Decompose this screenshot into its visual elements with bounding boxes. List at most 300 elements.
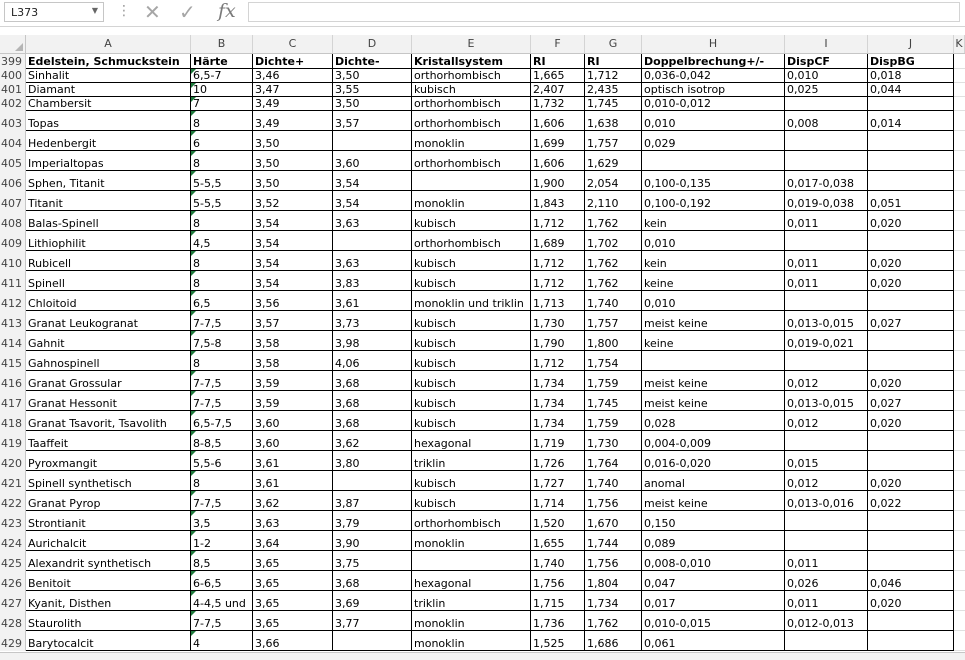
cell-a[interactable]: [26, 291, 191, 311]
cell-a[interactable]: [26, 83, 191, 97]
cell-j[interactable]: [868, 251, 954, 271]
cell-g[interactable]: [585, 171, 642, 191]
cell-i[interactable]: [785, 371, 868, 391]
cell-a[interactable]: [26, 231, 191, 251]
cell-h[interactable]: [642, 83, 785, 97]
cell-d[interactable]: [333, 431, 412, 451]
cell-h[interactable]: [642, 371, 785, 391]
cell-g[interactable]: [585, 191, 642, 211]
cell-e[interactable]: [412, 83, 531, 97]
cell-e[interactable]: [412, 231, 531, 251]
cell-e[interactable]: [412, 111, 531, 131]
cell-g[interactable]: [585, 611, 642, 631]
cell-d[interactable]: [333, 471, 412, 491]
cell-e[interactable]: [412, 191, 531, 211]
cell-k[interactable]: [954, 191, 965, 211]
row-header[interactable]: [0, 251, 26, 271]
cell-e[interactable]: [412, 331, 531, 351]
cell-j[interactable]: [868, 111, 954, 131]
cell-k[interactable]: [954, 591, 965, 611]
cell-g[interactable]: [585, 291, 642, 311]
insert-function-icon[interactable]: fx: [218, 0, 236, 22]
row-header[interactable]: [0, 451, 26, 471]
cell-g[interactable]: [585, 471, 642, 491]
cell-g[interactable]: [585, 151, 642, 171]
row-header[interactable]: [0, 571, 26, 591]
cell-e[interactable]: [412, 511, 531, 531]
cell-k[interactable]: [954, 311, 965, 331]
cell-h[interactable]: [642, 191, 785, 211]
cell-g[interactable]: [585, 591, 642, 611]
cell-a[interactable]: [26, 151, 191, 171]
cell-h[interactable]: [642, 311, 785, 331]
cell-b[interactable]: [191, 191, 253, 211]
cell-e[interactable]: [412, 351, 531, 371]
cell-d[interactable]: [333, 251, 412, 271]
cell-a[interactable]: [26, 391, 191, 411]
cell-h[interactable]: [642, 411, 785, 431]
cell-k[interactable]: [954, 231, 965, 251]
cell-a[interactable]: [26, 171, 191, 191]
cell-d[interactable]: [333, 311, 412, 331]
cell-j[interactable]: [868, 83, 954, 97]
cell-i[interactable]: [785, 291, 868, 311]
cell-k[interactable]: [954, 54, 965, 69]
row-header[interactable]: [0, 69, 26, 83]
cell-g[interactable]: [585, 511, 642, 531]
cell-i[interactable]: [785, 571, 868, 591]
cell-j[interactable]: [868, 451, 954, 471]
cell-g[interactable]: [585, 431, 642, 451]
cell-e[interactable]: [412, 371, 531, 391]
cell-d[interactable]: [333, 111, 412, 131]
cell-h[interactable]: [642, 111, 785, 131]
cell-i[interactable]: [785, 191, 868, 211]
cell-h[interactable]: [642, 171, 785, 191]
cell-c[interactable]: [253, 471, 333, 491]
cell-g[interactable]: [585, 131, 642, 151]
cell-j[interactable]: [868, 231, 954, 251]
cell-e[interactable]: [412, 431, 531, 451]
cell-a[interactable]: [26, 331, 191, 351]
cell-a[interactable]: [26, 371, 191, 391]
cell-f[interactable]: [531, 331, 585, 351]
row-header[interactable]: [0, 54, 26, 69]
cell-a[interactable]: [26, 491, 191, 511]
cell-a[interactable]: [26, 69, 191, 83]
cell-f[interactable]: [531, 411, 585, 431]
cell-k[interactable]: [954, 251, 965, 271]
cell-e[interactable]: [412, 291, 531, 311]
cell-h[interactable]: [642, 431, 785, 451]
cell-e[interactable]: [412, 271, 531, 291]
cell-i[interactable]: [785, 511, 868, 531]
cell-f[interactable]: [531, 371, 585, 391]
cell-g[interactable]: [585, 231, 642, 251]
column-header-j[interactable]: J: [868, 35, 954, 53]
cell-g[interactable]: [585, 531, 642, 551]
cell-i[interactable]: [785, 131, 868, 151]
cell-h[interactable]: [642, 491, 785, 511]
chevron-down-icon[interactable]: ▼: [91, 6, 98, 15]
cell-j[interactable]: [868, 431, 954, 451]
cell-h[interactable]: [642, 611, 785, 631]
cell-j[interactable]: [868, 54, 954, 69]
cell-b[interactable]: [191, 551, 253, 571]
cell-j[interactable]: [868, 131, 954, 151]
cell-d[interactable]: [333, 54, 412, 69]
cell-d[interactable]: [333, 451, 412, 471]
row-header[interactable]: [0, 271, 26, 291]
cell-b[interactable]: [191, 131, 253, 151]
row-header[interactable]: [0, 83, 26, 97]
cell-f[interactable]: [531, 631, 585, 651]
cell-b[interactable]: [191, 311, 253, 331]
cell-b[interactable]: [191, 151, 253, 171]
cell-f[interactable]: [531, 351, 585, 371]
cell-c[interactable]: [253, 391, 333, 411]
row-header[interactable]: [0, 471, 26, 491]
cell-d[interactable]: [333, 371, 412, 391]
cell-g[interactable]: [585, 311, 642, 331]
cell-i[interactable]: [785, 311, 868, 331]
row-header[interactable]: [0, 491, 26, 511]
cell-i[interactable]: [785, 271, 868, 291]
row-header[interactable]: [0, 391, 26, 411]
cell-b[interactable]: [191, 511, 253, 531]
cell-f[interactable]: [531, 151, 585, 171]
cell-d[interactable]: [333, 331, 412, 351]
cell-g[interactable]: [585, 411, 642, 431]
column-header-k[interactable]: K: [954, 35, 965, 53]
column-header-c[interactable]: C: [253, 35, 333, 53]
row-header[interactable]: [0, 411, 26, 431]
cell-d[interactable]: [333, 591, 412, 611]
cell-d[interactable]: [333, 411, 412, 431]
column-header-h[interactable]: H: [642, 35, 785, 53]
cell-k[interactable]: [954, 271, 965, 291]
cell-j[interactable]: [868, 97, 954, 111]
cell-h[interactable]: [642, 211, 785, 231]
cell-h[interactable]: [642, 271, 785, 291]
column-header-f[interactable]: F: [531, 35, 585, 53]
cell-b[interactable]: [191, 291, 253, 311]
cell-k[interactable]: [954, 611, 965, 631]
cell-b[interactable]: [191, 471, 253, 491]
cell-g[interactable]: [585, 351, 642, 371]
cell-f[interactable]: [531, 571, 585, 591]
cell-k[interactable]: [954, 571, 965, 591]
cell-i[interactable]: [785, 97, 868, 111]
row-header[interactable]: [0, 211, 26, 231]
cell-b[interactable]: [191, 531, 253, 551]
row-header[interactable]: [0, 591, 26, 611]
cell-f[interactable]: [531, 97, 585, 111]
cell-k[interactable]: [954, 411, 965, 431]
cell-j[interactable]: [868, 371, 954, 391]
row-header[interactable]: [0, 97, 26, 111]
cell-d[interactable]: [333, 351, 412, 371]
cell-i[interactable]: [785, 531, 868, 551]
cell-d[interactable]: [333, 211, 412, 231]
cell-k[interactable]: [954, 69, 965, 83]
cell-j[interactable]: [868, 571, 954, 591]
cell-c[interactable]: [253, 291, 333, 311]
cell-g[interactable]: [585, 391, 642, 411]
cell-b[interactable]: [191, 391, 253, 411]
cell-f[interactable]: [531, 491, 585, 511]
cell-b[interactable]: [191, 211, 253, 231]
cell-i[interactable]: [785, 83, 868, 97]
cell-c[interactable]: [253, 97, 333, 111]
cell-i[interactable]: [785, 431, 868, 451]
cell-c[interactable]: [253, 571, 333, 591]
cell-h[interactable]: [642, 331, 785, 351]
cell-g[interactable]: [585, 571, 642, 591]
cell-d[interactable]: [333, 571, 412, 591]
cell-h[interactable]: [642, 231, 785, 251]
cell-d[interactable]: [333, 611, 412, 631]
row-header[interactable]: [0, 331, 26, 351]
cell-i[interactable]: [785, 351, 868, 371]
cell-i[interactable]: [785, 491, 868, 511]
cell-f[interactable]: [531, 69, 585, 83]
cell-h[interactable]: [642, 471, 785, 491]
cell-c[interactable]: [253, 211, 333, 231]
cell-e[interactable]: [412, 69, 531, 83]
cell-d[interactable]: [333, 131, 412, 151]
cell-k[interactable]: [954, 471, 965, 491]
cell-h[interactable]: [642, 251, 785, 271]
cell-a[interactable]: [26, 631, 191, 651]
row-header[interactable]: [0, 151, 26, 171]
cell-i[interactable]: [785, 551, 868, 571]
cell-e[interactable]: [412, 411, 531, 431]
cell-c[interactable]: [253, 411, 333, 431]
cell-k[interactable]: [954, 111, 965, 131]
cell-g[interactable]: [585, 371, 642, 391]
row-header[interactable]: [0, 611, 26, 631]
cell-a[interactable]: [26, 411, 191, 431]
cell-i[interactable]: [785, 211, 868, 231]
row-header[interactable]: [0, 131, 26, 151]
cell-b[interactable]: [191, 591, 253, 611]
cell-i[interactable]: [785, 631, 868, 651]
cell-e[interactable]: [412, 97, 531, 111]
cell-c[interactable]: [253, 351, 333, 371]
cell-a[interactable]: [26, 271, 191, 291]
cell-c[interactable]: [253, 631, 333, 651]
cell-a[interactable]: [26, 131, 191, 151]
cell-c[interactable]: [253, 231, 333, 251]
column-header-d[interactable]: D: [333, 35, 412, 53]
column-header-b[interactable]: B: [191, 35, 253, 53]
cell-e[interactable]: [412, 311, 531, 331]
cell-i[interactable]: [785, 611, 868, 631]
cell-b[interactable]: [191, 611, 253, 631]
cell-g[interactable]: [585, 631, 642, 651]
cell-g[interactable]: [585, 83, 642, 97]
cell-a[interactable]: [26, 451, 191, 471]
cell-j[interactable]: [868, 611, 954, 631]
cell-k[interactable]: [954, 491, 965, 511]
cell-j[interactable]: [868, 291, 954, 311]
cell-h[interactable]: [642, 291, 785, 311]
cell-b[interactable]: [191, 351, 253, 371]
cell-j[interactable]: [868, 591, 954, 611]
cell-k[interactable]: [954, 351, 965, 371]
cell-k[interactable]: [954, 391, 965, 411]
cell-f[interactable]: [531, 311, 585, 331]
cell-a[interactable]: [26, 431, 191, 451]
cell-j[interactable]: [868, 551, 954, 571]
cell-g[interactable]: [585, 551, 642, 571]
cell-k[interactable]: [954, 331, 965, 351]
cell-d[interactable]: [333, 531, 412, 551]
cell-c[interactable]: [253, 54, 333, 69]
cell-b[interactable]: [191, 69, 253, 83]
cell-i[interactable]: [785, 69, 868, 83]
cell-e[interactable]: [412, 451, 531, 471]
cell-d[interactable]: [333, 491, 412, 511]
row-header[interactable]: [0, 231, 26, 251]
cell-j[interactable]: [868, 531, 954, 551]
cell-b[interactable]: [191, 54, 253, 69]
cancel-icon[interactable]: ✕: [144, 0, 161, 24]
cell-b[interactable]: [191, 83, 253, 97]
cell-i[interactable]: [785, 251, 868, 271]
cell-k[interactable]: [954, 631, 965, 651]
row-header[interactable]: [0, 171, 26, 191]
cell-d[interactable]: [333, 291, 412, 311]
cell-f[interactable]: [531, 291, 585, 311]
cell-j[interactable]: [868, 211, 954, 231]
row-header[interactable]: [0, 351, 26, 371]
cell-h[interactable]: [642, 511, 785, 531]
cell-b[interactable]: [191, 371, 253, 391]
checkmark-icon[interactable]: ✓: [179, 0, 196, 24]
cell-k[interactable]: [954, 431, 965, 451]
cell-i[interactable]: [785, 451, 868, 471]
cell-g[interactable]: [585, 211, 642, 231]
row-header[interactable]: [0, 191, 26, 211]
cell-f[interactable]: [531, 591, 585, 611]
cell-f[interactable]: [531, 431, 585, 451]
cell-k[interactable]: [954, 131, 965, 151]
select-all-button[interactable]: [0, 35, 26, 53]
cell-i[interactable]: [785, 231, 868, 251]
cell-f[interactable]: [531, 83, 585, 97]
cell-c[interactable]: [253, 251, 333, 271]
cell-d[interactable]: [333, 391, 412, 411]
row-header[interactable]: [0, 371, 26, 391]
column-header-e[interactable]: E: [412, 35, 531, 53]
cell-a[interactable]: [26, 571, 191, 591]
cell-k[interactable]: [954, 291, 965, 311]
cell-d[interactable]: [333, 511, 412, 531]
column-header-a[interactable]: A: [26, 35, 191, 53]
cell-f[interactable]: [531, 471, 585, 491]
cell-e[interactable]: [412, 551, 531, 571]
cell-b[interactable]: [191, 231, 253, 251]
cell-i[interactable]: [785, 54, 868, 69]
cell-g[interactable]: [585, 251, 642, 271]
cell-k[interactable]: [954, 531, 965, 551]
cell-e[interactable]: [412, 611, 531, 631]
cell-b[interactable]: [191, 411, 253, 431]
cell-f[interactable]: [531, 511, 585, 531]
cell-b[interactable]: [191, 431, 253, 451]
cell-h[interactable]: [642, 591, 785, 611]
cell-i[interactable]: [785, 591, 868, 611]
cell-g[interactable]: [585, 69, 642, 83]
cell-k[interactable]: [954, 511, 965, 531]
cell-e[interactable]: [412, 471, 531, 491]
cell-c[interactable]: [253, 611, 333, 631]
cell-g[interactable]: [585, 54, 642, 69]
cell-c[interactable]: [253, 511, 333, 531]
cell-a[interactable]: [26, 351, 191, 371]
cell-b[interactable]: [191, 331, 253, 351]
cell-g[interactable]: [585, 97, 642, 111]
cell-c[interactable]: [253, 331, 333, 351]
cell-j[interactable]: [868, 331, 954, 351]
row-header[interactable]: [0, 551, 26, 571]
cell-e[interactable]: [412, 591, 531, 611]
cell-i[interactable]: [785, 411, 868, 431]
cell-a[interactable]: [26, 311, 191, 331]
cell-f[interactable]: [531, 611, 585, 631]
cell-a[interactable]: [26, 471, 191, 491]
column-header-g[interactable]: G: [585, 35, 642, 53]
cell-b[interactable]: [191, 571, 253, 591]
cell-d[interactable]: [333, 171, 412, 191]
cell-h[interactable]: [642, 551, 785, 571]
cell-f[interactable]: [531, 391, 585, 411]
cell-j[interactable]: [868, 69, 954, 83]
cell-i[interactable]: [785, 111, 868, 131]
cell-e[interactable]: [412, 171, 531, 191]
cell-g[interactable]: [585, 111, 642, 131]
cell-e[interactable]: [412, 631, 531, 651]
row-header[interactable]: [0, 291, 26, 311]
cell-c[interactable]: [253, 591, 333, 611]
row-header[interactable]: [0, 631, 26, 651]
cell-c[interactable]: [253, 131, 333, 151]
cell-c[interactable]: [253, 271, 333, 291]
cell-a[interactable]: [26, 97, 191, 111]
cell-c[interactable]: [253, 191, 333, 211]
more-options-icon[interactable]: ⋮: [117, 3, 131, 19]
cell-e[interactable]: [412, 531, 531, 551]
cell-e[interactable]: [412, 251, 531, 271]
cell-c[interactable]: [253, 311, 333, 331]
cell-d[interactable]: [333, 551, 412, 571]
cell-f[interactable]: [531, 551, 585, 571]
cell-h[interactable]: [642, 69, 785, 83]
cell-c[interactable]: [253, 111, 333, 131]
cell-j[interactable]: [868, 351, 954, 371]
cell-h[interactable]: [642, 451, 785, 471]
cell-f[interactable]: [531, 54, 585, 69]
cell-a[interactable]: [26, 511, 191, 531]
cell-h[interactable]: [642, 54, 785, 69]
row-header[interactable]: [0, 431, 26, 451]
cell-c[interactable]: [253, 83, 333, 97]
cell-e[interactable]: [412, 391, 531, 411]
cell-b[interactable]: [191, 271, 253, 291]
column-header-i[interactable]: I: [785, 35, 868, 53]
